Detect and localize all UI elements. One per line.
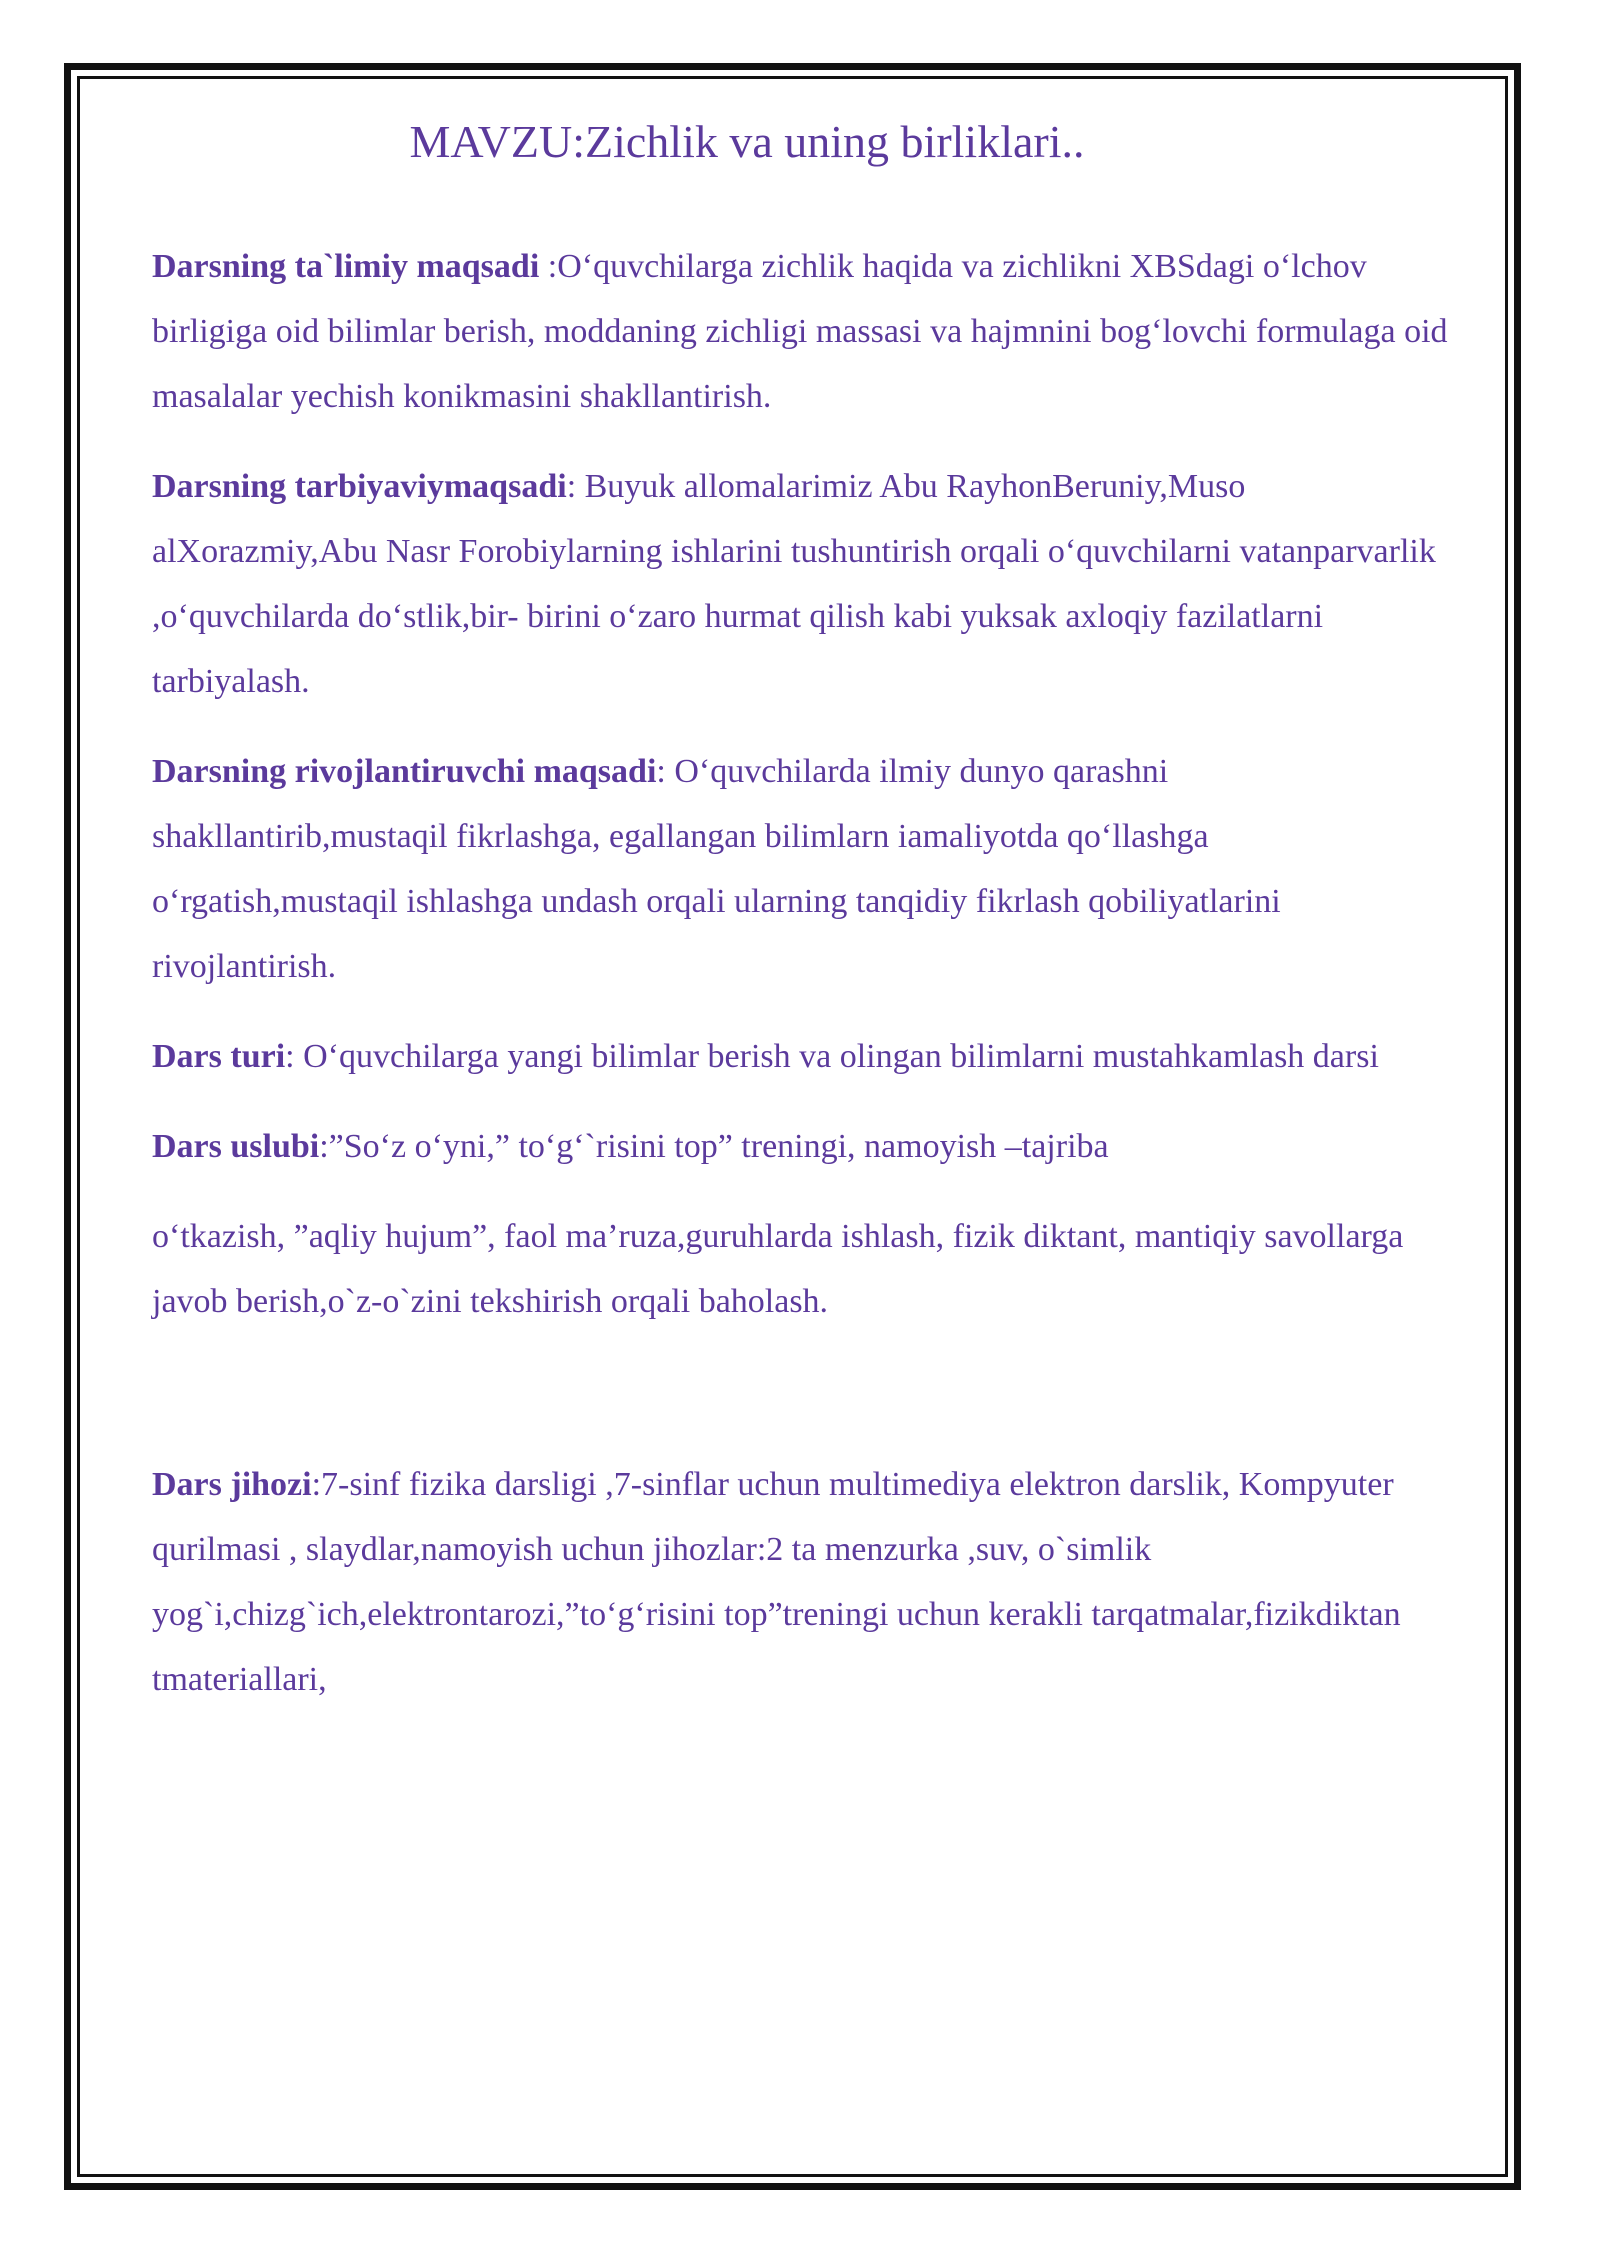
paragraph-developmental-goal <box>152 739 1452 999</box>
document-body <box>152 110 1452 1737</box>
paragraph-label: Dars uslubi <box>152 1128 320 1165</box>
paragraph-label: Darsning tarbiyaviymaqsadi <box>152 468 567 505</box>
paragraph-text: : O‘quvchilarda ilmiy dunyo qarashni shakllantirib,mustaqil fikrlashga, egallangan bilimlarn iamaliyotda qo‘llashga o‘rgatish,mustaqil ishlashga undash orqali ularning tanqidiy fikrlash qobiliyatlarini rivojlantirish. <box>152 753 1281 985</box>
paragraph-lesson-type <box>152 1024 1452 1089</box>
paragraph-text: :7-sinf fizika darsligi ,7-sinflar uchun multimediya elektron darslik, Kompyuter qurilmasi , slaydlar,namoyish uchun jihozlar:2 ta menzurka ,suv, o`simlik yog`i,chizg`ich,elektrontarozi,”to‘g‘risini top”treningi uchun kerakli tarqatmalar,fizikdiktan tmateriallari, <box>152 1466 1401 1698</box>
paragraph-lesson-method-continued <box>152 1204 1452 1334</box>
paragraph-label: Dars turi <box>152 1038 286 1075</box>
paragraph-text: : Buyuk allomalarimiz Abu RayhonBeruniy,Muso alXorazmiy,Abu Nasr Forobiylarning ishlarini tushuntirish orqali o‘quvchilarni vatanparvarlik ,o‘quvchilarda do‘stlik,bir- birini o‘zaro hurmat qilish kabi yuksak axloqiy fazilatlarni tarbiyalash. <box>152 468 1436 700</box>
paragraph-text: o‘tkazish, ”aqliy hujum”, faol ma’ruza,guruhlarda ishlash, fizik diktant, mantiqiy savollarga javob berish,o`z-o`zini tekshirish orqali baholash. <box>152 1218 1404 1320</box>
paragraph-text: :O‘quvchilarga zichlik haqida va zichlikni XBSdagi o‘lchov birligiga oid bilimlar berish, moddaning zichligi massasi va hajmnini bog‘lovchi formulaga oid masalalar yechish konikmasini shakllantirish. <box>152 248 1448 415</box>
document-title: MAVZU:Zichlik va uning birliklari.. <box>409 116 1085 167</box>
paragraph-label: Darsning rivojlantiruvchi maqsadi <box>152 753 657 790</box>
paragraph-text: :”So‘z o‘yni,” to‘g‘`risini top” treningi, namoyish –tajriba <box>319 1128 1109 1165</box>
paragraph-lesson-method <box>152 1114 1452 1179</box>
paragraph-upbringing-goal <box>152 454 1452 714</box>
paragraph-label: Darsning ta`limiy maqsadi <box>152 248 540 285</box>
paragraph-label: Dars jihozi <box>152 1466 312 1503</box>
paragraph-educational-goal <box>152 234 1452 429</box>
paragraph-text: : O‘quvchilarga yangi bilimlar berish va olingan bilimlarni mustahkamlash darsi <box>285 1038 1379 1075</box>
paragraph-lesson-equipment <box>152 1452 1452 1712</box>
